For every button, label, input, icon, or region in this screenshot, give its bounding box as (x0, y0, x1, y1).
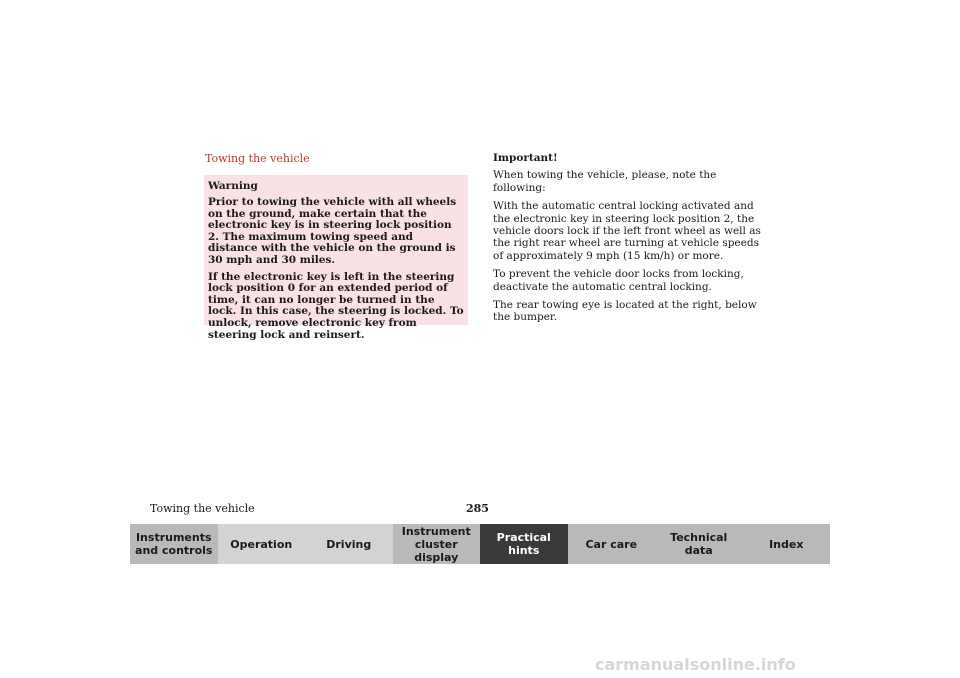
tab-car-care[interactable]: Car care (568, 524, 656, 564)
tab-driving[interactable]: Driving (305, 524, 393, 564)
warning-paragraph: If the electronic key is left in the steering lock position 0 for an extended period of time, it can no longer be turned in the lock. In this case, the steering is locked. To unlock, remove electronic key from steering lock and reinsert. (208, 270, 464, 341)
important-paragraph: The rear towing eye is located at the right, below the bumper. (493, 299, 757, 324)
footer-section-label: Towing the vehicle (150, 502, 255, 515)
warning-title: Warning (208, 180, 258, 192)
important-paragraph: To prevent the vehicle door locks from locking, deactivate the automatic central locking. (493, 268, 744, 293)
important-notes (493, 152, 763, 330)
warning-paragraph: Prior to towing the vehicle with all wheels on the ground, make certain that the electronic key is in steering lock position 2. The maximum towing speed and distance with the vehicle on the ground is 30 mph and 30 miles. (208, 196, 457, 266)
section-title: Towing the vehicle (205, 152, 310, 165)
warning-box (204, 175, 468, 341)
watermark: carmanualsonline.info (595, 655, 796, 674)
tab-operation[interactable]: Operation (218, 524, 306, 564)
tab-instrument-cluster-display[interactable]: Instrument cluster display (393, 524, 481, 564)
tab-index[interactable]: Index (743, 524, 831, 564)
tab-instruments-and-controls[interactable]: Instruments and controls (130, 524, 218, 564)
tab-practical-hints[interactable]: Practical hints (480, 524, 568, 564)
page-number: 285 (466, 502, 489, 515)
important-paragraph: When towing the vehicle, please, note the following: (493, 169, 717, 194)
chapter-nav-bar (130, 524, 830, 564)
tab-technical-data[interactable]: Technical data (655, 524, 743, 564)
important-heading: Important! (493, 152, 558, 164)
important-paragraph: With the automatic central locking activated and the electronic key in steering lock position 2, the vehicle doors lock if the left front wheel as well as the right rear wheel are turning at vehicle speeds of approximately 9 mph (15 km/h) or more. (493, 200, 761, 262)
